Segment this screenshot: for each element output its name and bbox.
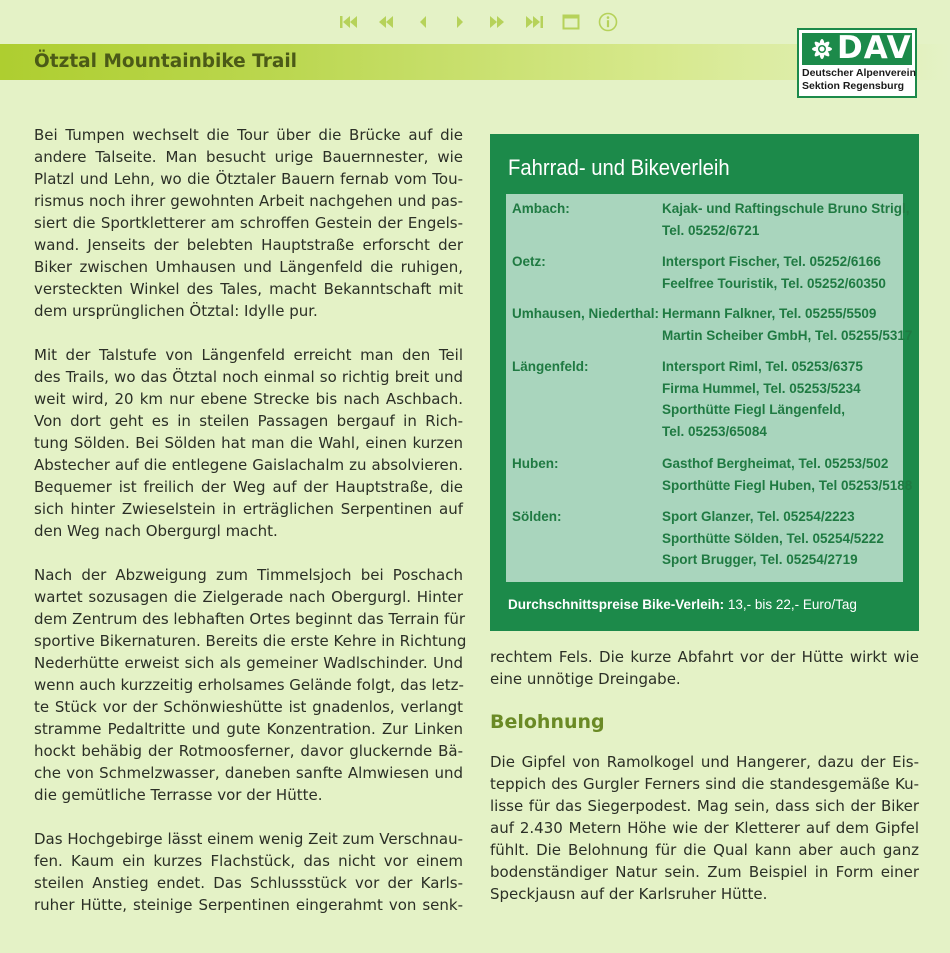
rental-line: Sporthütte Fiegl Längenfeld, (662, 402, 845, 417)
rental-location: Huben: (512, 456, 559, 471)
average-prices-value: 13,- bis 22,- Euro/Tag (727, 597, 857, 612)
rental-line: Gasthof Bergheimat, Tel. 05253/502 (662, 456, 889, 471)
right-column-continuation (490, 646, 919, 690)
text-line: fühlt. Die Belohnung für die Qual kann aber auch ganz (490, 841, 919, 859)
text-line: Bequemer ist freilich der Weg auf der Hauptstraße, die (34, 478, 463, 496)
text-line: Abstecher auf die entlegene Gaislachalm zu absolvieren. (34, 456, 463, 474)
first-page-icon[interactable] (330, 9, 367, 35)
rental-line: Kajak- und Raftingschule Bruno Strigl, (662, 201, 910, 216)
rental-location: Ambach: (512, 201, 570, 216)
text-line: tung Sölden. Bei Sölden hat man die Wahl, einen kurzen (34, 434, 463, 452)
rental-location: Umhausen, Niederthal: (512, 306, 660, 321)
left-column (34, 124, 467, 916)
next-page-icon[interactable] (441, 9, 478, 35)
next-section-icon[interactable] (478, 9, 515, 35)
rental-line: Firma Hummel, Tel. 05253/5234 (662, 380, 861, 396)
text-line: teppich des Gurgler Ferners sind die standesgemäße Ku- (490, 775, 919, 793)
edelweiss-icon (807, 35, 837, 63)
text-line: te Stück vor der Schönwieshütte ist gnadenlos, verlangt (34, 698, 463, 716)
rental-list (506, 194, 913, 582)
text-line: hockt behäbig der Rotmoosferner, davor gluckernde Bä- (34, 742, 463, 760)
text-line: den Weg nach Obergurgl macht. (34, 522, 278, 540)
rental-line: Sport Brugger, Tel. 05254/2719 (662, 552, 858, 567)
rental-line: Hermann Falkner, Tel. 05255/5509 (662, 306, 877, 321)
paragraph (34, 828, 463, 916)
rental-line: Martin Scheiber GmbH, Tel. 05255/5317 (662, 327, 913, 343)
paragraph (34, 564, 467, 806)
text-line: Das Hochgebirge lässt einem wenig Zeit zum Verschnau- (34, 830, 463, 848)
text-line: Biker zwischen Umhausen und Längenfeld die ruhigen, (34, 258, 463, 276)
rental-location: Längenfeld: (512, 359, 589, 374)
text-line: rechtem Fels. Die kurze Abfahrt vor der Hütte wirkt wie (490, 648, 919, 666)
text-line: des Trails, wo das Ötztal noch einmal so richtig breit und (34, 368, 463, 386)
rental-line: Sporthütte Fiegl Huben, Tel 05253/5188 (662, 477, 913, 493)
text-line: Speckjausn auf der Karlsruher Hütte. (490, 885, 768, 903)
text-line: ruher Hütte, steinige Serpentinen eingerahmt von senk- (34, 896, 463, 914)
text-line: versteckten Winkel des Tales, macht Bekanntschaft mit (34, 280, 463, 298)
paragraph (34, 344, 463, 542)
text-line: wenn auch kurzzeitig erholsames Gelände folgt, das letz- (34, 676, 464, 694)
text-line: Von dort geht es in steilen Passagen bergauf in Rich- (34, 412, 463, 430)
text-line: sich hinter Zwieselstein in erträglichen Serpentinen auf (34, 500, 463, 518)
text-line: sportive Bikernaturen. Bereits die erste Kehre in Richtung (34, 632, 467, 650)
logo-mark (802, 30, 912, 66)
text-line: lisse für das Siegerpodest. Mag sein, dass sich der Biker (490, 797, 919, 815)
previous-section-icon[interactable] (367, 9, 404, 35)
text-line: andere Talseite. Man besucht urige Bauernnester, wie (34, 148, 463, 166)
rental-line: Sporthütte Sölden, Tel. 05254/5222 (662, 530, 884, 546)
text-line: bodenständiger Natur sein. Zum Beispiel in Form einer (490, 863, 919, 881)
text-line: wand. Jenseits der belebten Hauptstraße erforscht der (34, 236, 463, 254)
text-line: Nederhütte erweist sich als gemeiner Wadlschinder. Und (34, 654, 463, 672)
rental-location: Sölden: (512, 509, 562, 524)
text-line: eine unnötige Dreingabe. (490, 670, 681, 688)
rental-line: Intersport Riml, Tel. 05253/6375 (662, 359, 863, 374)
logo-line-1: Deutscher Alpenverein (802, 67, 916, 79)
text-line: siert die Sportkletterer am schroffen Gestein der Engels- (34, 214, 463, 232)
rental-line: Feelfree Touristik, Tel. 05252/60350 (662, 275, 886, 291)
text-line: dem ursprünglichen Ötztal: Idylle pur. (34, 302, 318, 320)
text-line: rismus noch ihrer gewohnten Arbeit nachgehen und pas- (34, 192, 463, 210)
rental-line: Tel. 05253/65084 (662, 423, 767, 439)
rental-line: Intersport Fischer, Tel. 05252/6166 (662, 254, 881, 269)
paragraph (34, 124, 463, 322)
rental-title: Fahrrad- und Bikeverleih (508, 155, 730, 180)
text-line: Die Gipfel von Ramolkogel und Hangerer, dazu der Eis- (490, 753, 919, 771)
bike-rental-box (490, 134, 919, 631)
text-line: wartet sozusagen die Zielgerade nach Obergurgl. Hinter (34, 588, 463, 606)
previous-page-icon[interactable] (404, 9, 441, 35)
text-line: Bei Tumpen wechselt die Tour über die Brücke auf die (34, 126, 463, 144)
text-line: steilen Anstieg endet. Das Schlussstück vor der Karls- (34, 874, 463, 892)
paragraph (490, 646, 919, 690)
last-page-icon[interactable] (515, 9, 552, 35)
page-navigation (330, 9, 626, 35)
text-line: die gemütliche Terrasse vor der Hütte. (34, 786, 323, 804)
paragraph (490, 751, 919, 905)
page-title: Ötztal Mountainbike Trail (34, 51, 298, 72)
text-line: fen. Kaum ein kurzes Flachstück, das nicht vor einem (34, 852, 463, 870)
logo-text: DAV (837, 30, 912, 66)
right-column-paragraph (490, 751, 919, 905)
text-line: che von Schmelzwasser, daneben sanfte Almwiesen und (34, 764, 463, 782)
section-heading: Belohnung (490, 711, 605, 733)
window-icon[interactable] (552, 9, 589, 35)
dav-logo (797, 28, 917, 98)
rental-line: Sport Glanzer, Tel. 05254/2223 (662, 509, 855, 524)
text-line: weit wird, 20 km nur ebene Strecke bis nach Aschbach. (34, 390, 463, 408)
text-line: auf 2.430 Metern Höhe wie der Kletterer auf dem Gipfel (490, 819, 919, 837)
rental-location: Oetz: (512, 254, 546, 269)
text-line: Nach der Abzweigung zum Timmelsjoch bei Poschach (34, 566, 463, 584)
average-prices-label: Durchschnittspreise Bike-Verleih: (508, 597, 725, 612)
text-line: Mit der Talstufe von Längenfeld erreicht man den Teil (34, 346, 463, 364)
text-line: stramme Pedaltritte und gute Konzentration. Zur Linken (34, 720, 463, 738)
text-line: dem Zentrum des lebhaften Ortes beginnt das Terrain für (34, 610, 465, 628)
average-prices (508, 597, 857, 612)
rental-line: Tel. 05252/6721 (662, 222, 760, 238)
info-icon[interactable] (589, 9, 626, 35)
logo-line-2: Sektion Regensburg (802, 80, 905, 92)
text-line: Platzl und Lehn, wo die Ötztaler Bauern fernab vom Tou- (34, 170, 463, 188)
